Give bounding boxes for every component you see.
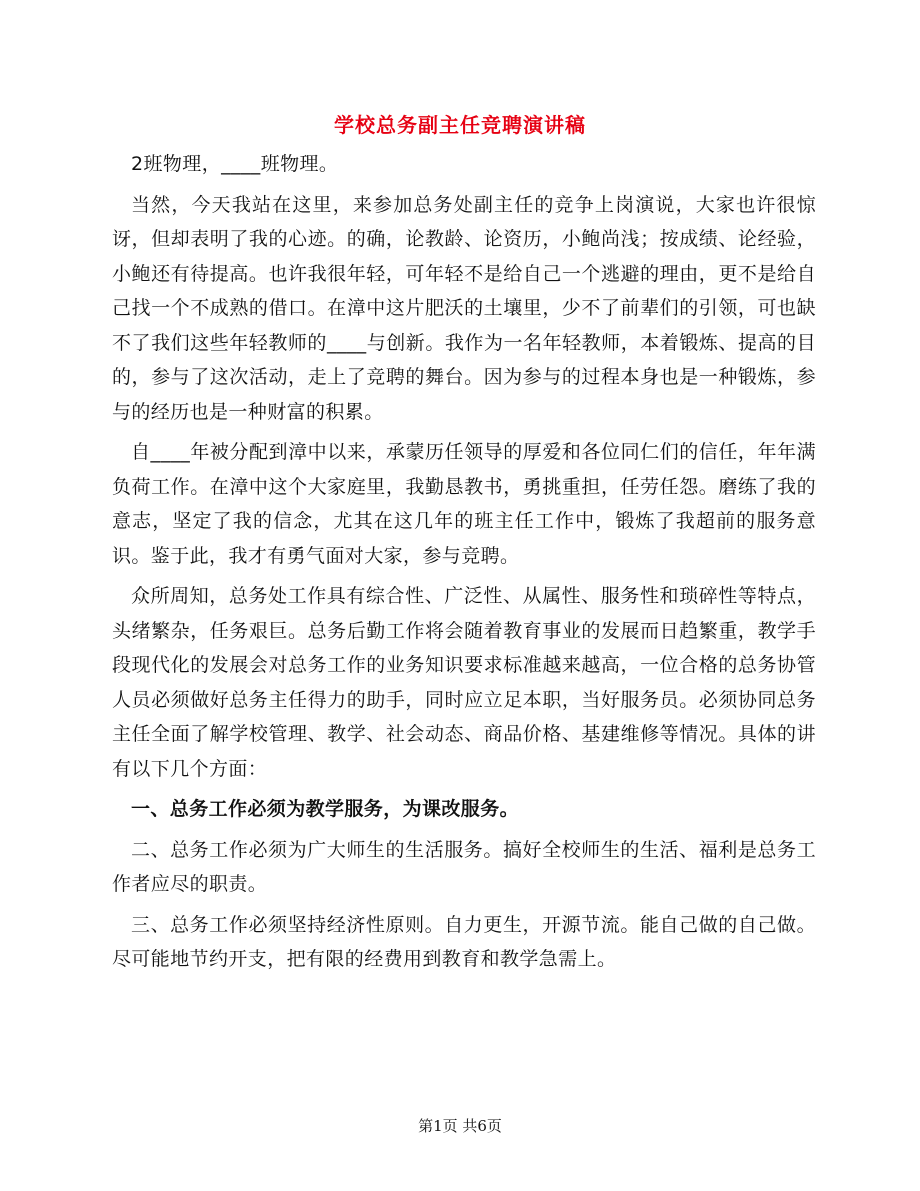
paragraph-point-one: 一、总务工作必须为教学服务，为课改服务。 bbox=[131, 798, 520, 820]
document-body bbox=[112, 147, 816, 977]
paragraph-point-three: 三、总务工作必须坚持经济性原则。自力更生，开源节流。能自己做的自己做。尽可能地节约开支，把有限的经费用到教育和教学急需上。 bbox=[112, 913, 816, 970]
paragraph-class-note: 2班物理，____班物理。 bbox=[131, 153, 339, 175]
paragraph-experience: 自____年被分配到漳中以来，承蒙历任领导的厚爱和各位同仁们的信任，年年满负荷工作。在漳中这个大家庭里，我勤恳教书，勇挑重担，任劳任怨。磨练了我的意志，坚定了我的信念，尤其在这几年的班主任工作中，锻炼了我超前的服务意识。鉴于此，我才有勇气面对大家，参与竞聘。 bbox=[112, 441, 816, 567]
paragraph-point-two: 二、总务工作必须为广大师生的生活服务。搞好全校师生的生活、福利是总务工作者应尽的职责。 bbox=[112, 838, 816, 895]
page-number: 第1页 共6页 bbox=[418, 1117, 502, 1135]
document-title: 学校总务副主任竞聘演讲稿 bbox=[334, 113, 586, 137]
paragraph-general-affairs: 众所周知，总务处工作具有综合性、广泛性、从属性、服务性和琐碎性等特点，头绪繁杂，任务艰巨。总务后勤工作将会随着教育事业的发展而日趋繁重，教学手段现代化的发展会对总务工作的业务知识要求标准越来越高，一位合格的总务协管人员必须做好总务主任得力的助手，同时应立足本职，当好服务员。必须协同总务主任全面了解学校管理、教学、社会动态、商品价格、基建维修等情况。具体的讲有以下几个方面： bbox=[112, 585, 816, 780]
paragraph-introduction: 当然，今天我站在这里，来参加总务处副主任的竞争上岗演说，大家也许很惊讶，但却表明了我的心迹。的确，论教龄、论资历，小鲍尚浅；按成绩、论经验，小鲍还有待提高。也许我很年轻，可年轻不是给自己一个逃避的理由，更不是给自己找一个不成熟的借口。在漳中这片肥沃的土壤里，少不了前辈们的引领，可也缺不了我们这些年轻教师的____与创新。我作为一名年轻教师，本着锻炼、提高的目的，参与了这次活动，走上了竞聘的舞台。因为参与的过程本身也是一种锻炼，参与的经历也是一种财富的积累。 bbox=[112, 193, 816, 423]
